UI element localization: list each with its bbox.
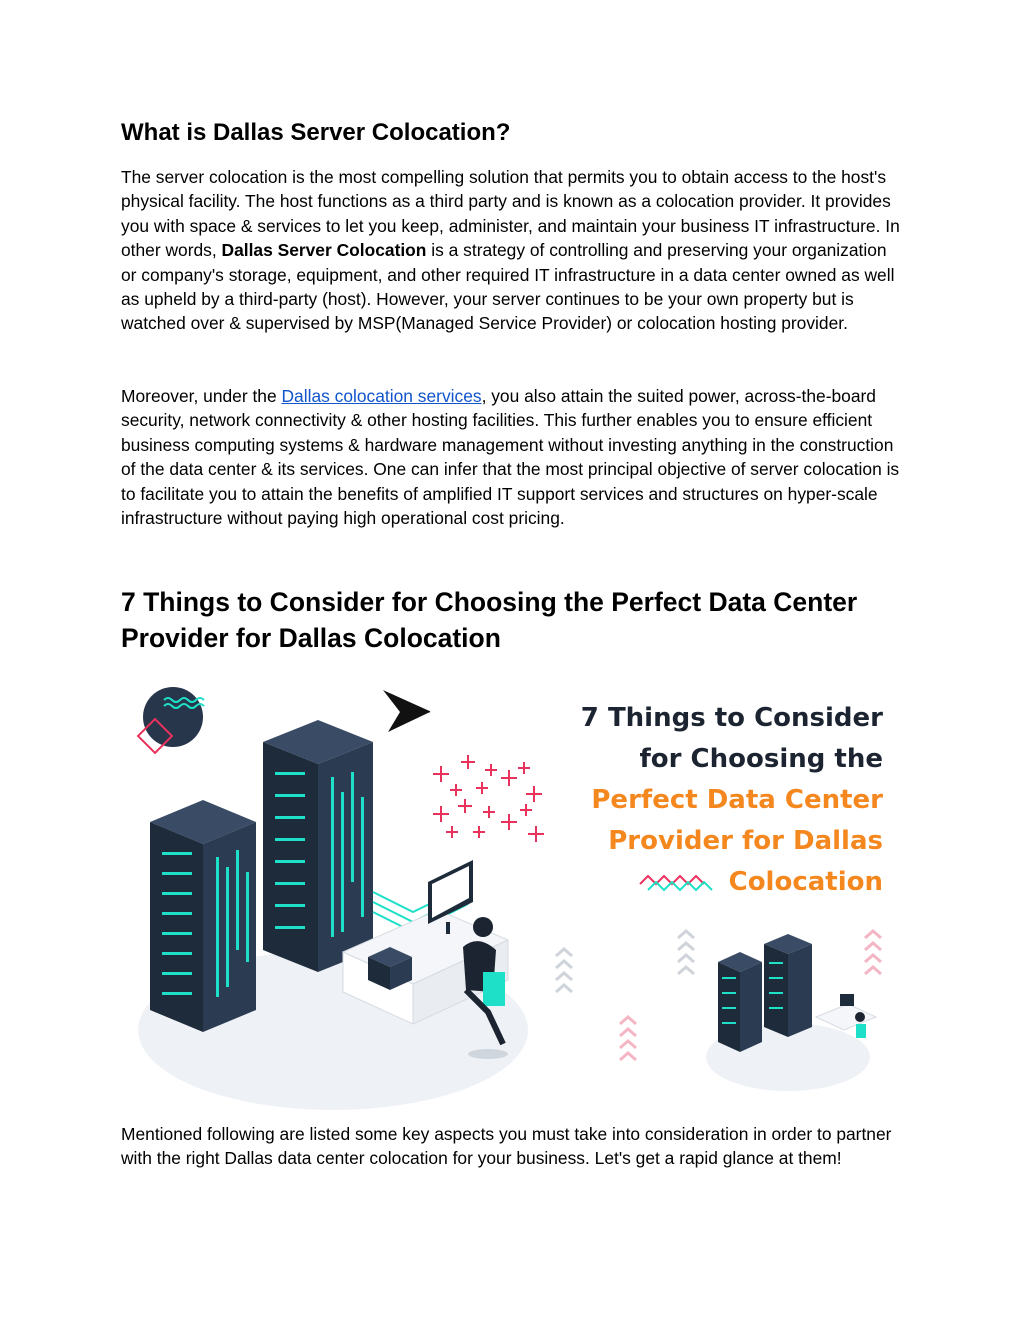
colocation-services-link[interactable]: Dallas colocation services: [281, 386, 482, 406]
paragraph-text: is a strategy of controlling and preserving your organization or company's storage, equipment, and other required IT infrastructure in a data center owned as well as upheld by a third-party (host). However, your server continues to be your own property but is watched over & supervised by MSP(Managed Service Provider) or colocation hosting provider.: [121, 240, 895, 334]
hero-title: [581, 703, 883, 897]
hero-title-line: Perfect Data Center: [591, 785, 883, 815]
server-rack-right: [263, 720, 373, 972]
section-heading-things: 7 Things to Consider for Choosing the Perfect Data Center Provider for Dallas Colocation: [121, 587, 858, 653]
paragraph-intro: [121, 165, 903, 336]
paragraph-text: The server colocation is the most compelling solution that permits you to obtain access to the host's physical facility. The host functions as a third party and is known as a colocation provider. It provides you with space & services to let you keep, administer, and maintain your business IT infrastructure. In other words,: [121, 167, 900, 261]
hero-title-line: for Choosing the: [639, 744, 883, 774]
hero-title-line: Colocation: [728, 867, 883, 897]
section-heading: What is Dallas Server Colocation?: [121, 119, 511, 146]
arrow-icon: [383, 690, 430, 732]
paragraph-services: [121, 384, 903, 530]
paragraph-aspects: Mentioned following are listed some key aspects you must take into consideration in order to partner with the right Dallas data center colocation for your business. Let's get a rapid glance at them!: [121, 1124, 892, 1169]
server-rack-left: [150, 800, 256, 1032]
plus-pattern: [433, 755, 544, 842]
decor-circle: [143, 687, 203, 747]
hero-title-line: 7 Things to Consider: [580, 703, 883, 733]
paragraph-text: , you also attain the suited power, across-the-board security, network connectivity & other hosting facilities. This further enables you to ensure efficient business computing systems & hardware management without investing anything in the construction of the data center & its services. One can infer that the most principal objective of server colocation is to facilitate you to attain the benefits of amplified IT support services and structures on hyper-scale infrastructure without paying high operational cost pricing.: [121, 386, 900, 529]
bold-term: Dallas Server Colocation: [221, 240, 427, 261]
hero-illustration: [128, 672, 910, 1120]
chevron-stack: [556, 931, 694, 992]
hero-title-line: Provider for Dallas: [608, 826, 883, 856]
paragraph-text: Moreover, under the: [121, 386, 282, 406]
